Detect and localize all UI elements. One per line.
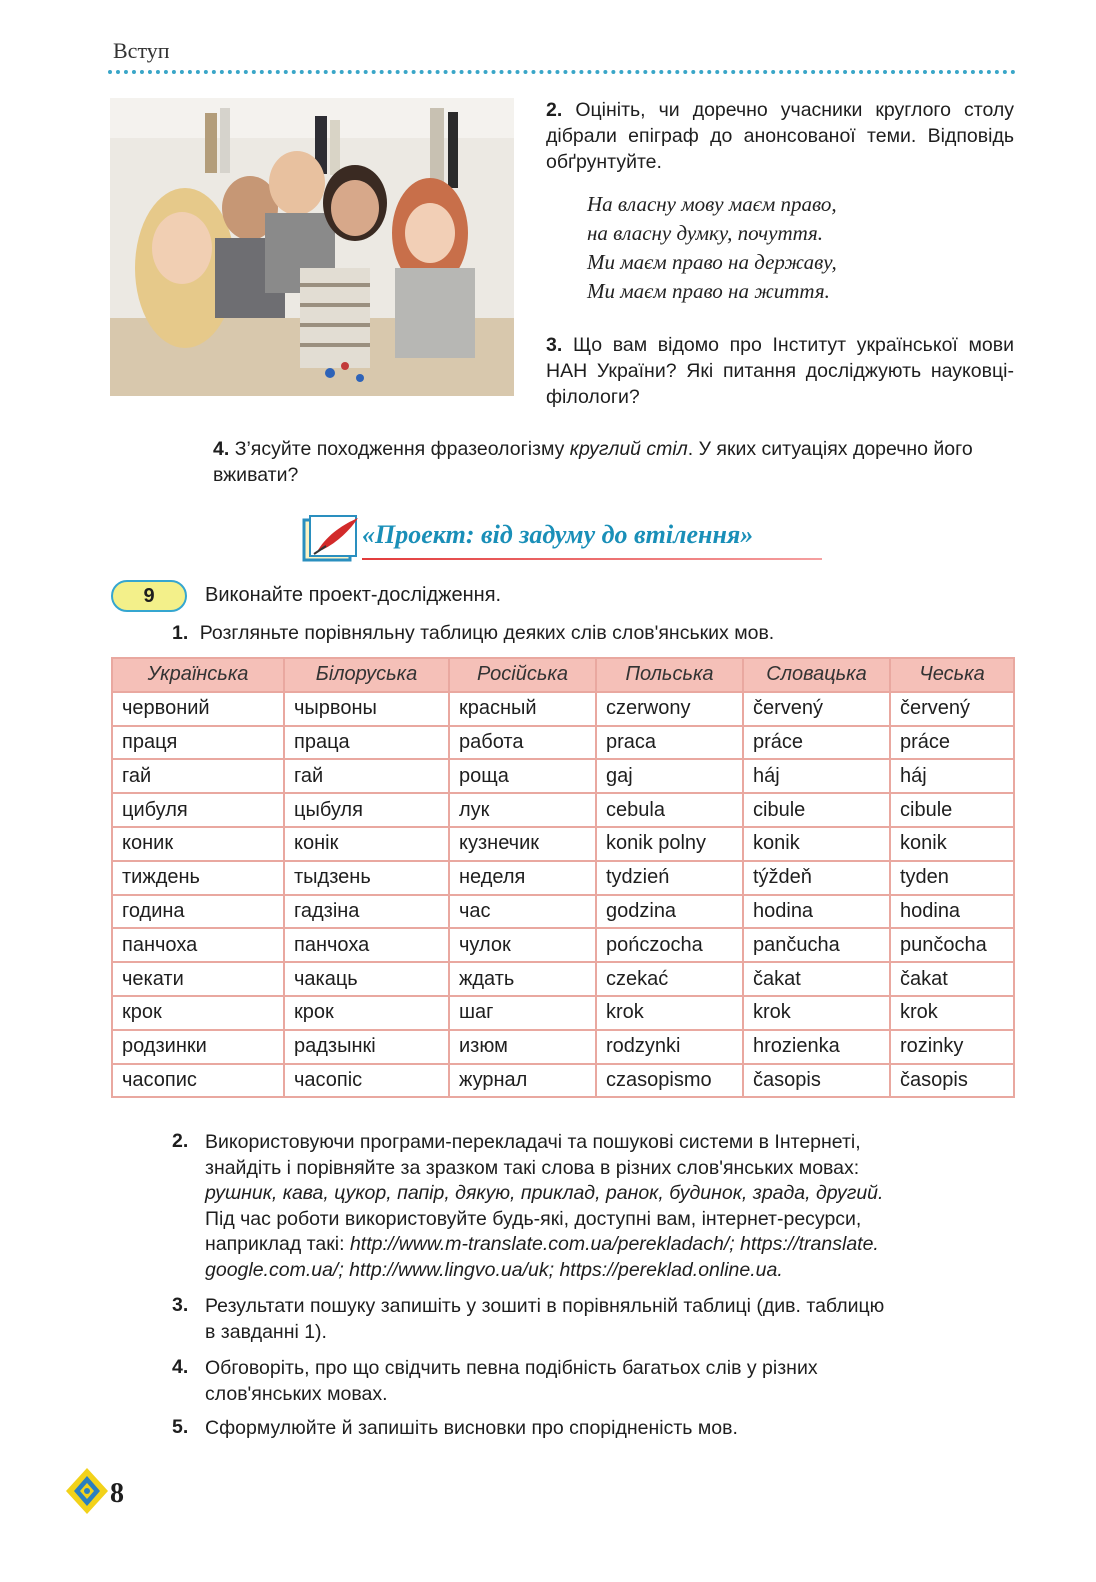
table-cell: кузнечик <box>449 827 596 861</box>
question-4-text-end: . У яких ситуаціях доречно його вживати? <box>213 438 973 486</box>
table-row <box>112 793 1014 827</box>
quill-icon <box>300 512 362 564</box>
epigraph-poem <box>587 190 837 306</box>
table-cell: tyden <box>890 861 1014 895</box>
step-4-text <box>205 1356 1013 1407</box>
column-header: Словацька <box>743 658 890 692</box>
table-row <box>112 1030 1014 1064</box>
table-cell: czasopismo <box>596 1064 743 1098</box>
table-cell: лук <box>449 793 596 827</box>
header-divider <box>108 70 1016 74</box>
column-header: Білоруська <box>284 658 449 692</box>
section-title: Вступ <box>113 38 170 63</box>
table-header-row <box>112 658 1014 692</box>
table-cell: konik <box>890 827 1014 861</box>
exercise-instruction: Виконайте проект-дослідження. <box>205 584 502 606</box>
table-cell: červený <box>743 692 890 726</box>
table-cell: týždeň <box>743 861 890 895</box>
table-cell: tydzień <box>596 861 743 895</box>
table-cell: чулок <box>449 928 596 962</box>
table-cell: панчоха <box>112 928 284 962</box>
table-cell: шаг <box>449 996 596 1030</box>
question-4-phrase: круглий стіл <box>569 438 688 460</box>
table-row <box>112 996 1014 1030</box>
table-cell: pończocha <box>596 928 743 962</box>
step-1-number: 1. <box>172 622 189 644</box>
step-4-line: Обговоріть, про що свідчить певна подібність багатьох слів у різних <box>205 1357 818 1379</box>
table-row <box>112 692 1014 726</box>
table-cell: práce <box>743 726 890 760</box>
table-cell: роща <box>449 759 596 793</box>
table-cell: панчоха <box>284 928 449 962</box>
column-header: Українська <box>112 658 284 692</box>
table-cell: крок <box>284 996 449 1030</box>
table-cell: коник <box>112 827 284 861</box>
table-cell: hodina <box>743 895 890 929</box>
table-cell: punčocha <box>890 928 1014 962</box>
poem-line: на власну думку, почуття. <box>587 221 824 245</box>
step-4-number: 4. <box>172 1356 189 1378</box>
table-row <box>112 759 1014 793</box>
step-2-line: знайдіть і порівняйте за зразком такі слова в різних слов'янських мовах: <box>205 1156 860 1179</box>
step-1-text: Розгляньте порівняльну таблицю деяких слів слов'янських мов. <box>199 622 775 644</box>
table-cell: цыбуля <box>284 793 449 827</box>
table-cell: тиждень <box>112 861 284 895</box>
slavic-words-table <box>111 657 1015 1098</box>
table-cell: konik polny <box>596 827 743 861</box>
step-3-line: в завданні 1). <box>205 1320 327 1343</box>
table-cell: hodina <box>890 895 1014 929</box>
step-2-word-list: рушник, кава, цукор, папір, дякую, приклад, ранок, будинок, зрада, другий. <box>205 1182 884 1204</box>
table-cell: rodzynki <box>596 1030 743 1064</box>
table-row <box>112 962 1014 996</box>
ornament-icon <box>64 1466 110 1516</box>
page-number: 8 <box>110 1478 124 1509</box>
table-row <box>112 726 1014 760</box>
table-cell: червоний <box>112 692 284 726</box>
step-1 <box>172 622 774 645</box>
table-cell: godzina <box>596 895 743 929</box>
table-cell: гай <box>112 759 284 793</box>
table-row <box>112 1064 1014 1098</box>
table-cell: práce <box>890 726 1014 760</box>
column-header: Чеська <box>890 658 1014 692</box>
table-cell: година <box>112 895 284 929</box>
table-cell: konik <box>743 827 890 861</box>
step-4-line: слов'янських мовах. <box>205 1382 388 1405</box>
table-cell: cibule <box>890 793 1014 827</box>
step-2-line: наприклад такі: <box>205 1233 350 1255</box>
table-cell: krok <box>596 996 743 1030</box>
question-4-number: 4. <box>213 438 230 460</box>
question-2-text: Оцініть, чи доречно учасники круглого столу дібрали епіграф до анонсованої теми. Відповідь обґрунтуйте. <box>546 99 1015 173</box>
question-4-text: З’ясуйте походження фразеологізму <box>234 438 570 460</box>
question-3 <box>546 332 1014 410</box>
project-title: «Проект: від задуму до втілення» <box>362 520 754 549</box>
table-cell: чекати <box>112 962 284 996</box>
table-row <box>112 928 1014 962</box>
step-2-links: http://www.m-translate.com.ua/perekladach/; https://translate. <box>349 1233 879 1255</box>
poem-line: На власну мову маєм право, <box>587 192 837 216</box>
step-5-text: Сформулюйте й запишіть висновки про спорідненість мов. <box>205 1417 738 1439</box>
table-row <box>112 827 1014 861</box>
table-cell: чырвоны <box>284 692 449 726</box>
project-title-underline <box>362 558 822 560</box>
table-cell: гадзіна <box>284 895 449 929</box>
step-2-line: Використовуючи програми-перекладачі та пошукові системи в Інтернеті, <box>205 1131 861 1153</box>
students-photo <box>110 98 514 396</box>
table-cell: неделя <box>449 861 596 895</box>
table-cell: hrozienka <box>743 1030 890 1064</box>
table-cell: háj <box>743 759 890 793</box>
table-cell: krok <box>890 996 1014 1030</box>
table-cell: родзинки <box>112 1030 284 1064</box>
question-2 <box>546 97 1014 175</box>
table-cell: радзынкі <box>284 1030 449 1064</box>
table-cell: praca <box>596 726 743 760</box>
table-cell: конік <box>284 827 449 861</box>
step-2-line: Під час роботи використовуйте будь-які, доступні вам, інтернет-ресурси, <box>205 1207 862 1230</box>
table-cell: ждать <box>449 962 596 996</box>
table-cell: гай <box>284 759 449 793</box>
table-cell: крок <box>112 996 284 1030</box>
step-3-text <box>205 1294 1013 1345</box>
table-cell: чакаць <box>284 962 449 996</box>
question-2-number: 2. <box>546 99 563 121</box>
table-cell: часопіс <box>284 1064 449 1098</box>
column-header: Польська <box>596 658 743 692</box>
table-cell: rozinky <box>890 1030 1014 1064</box>
table-row <box>112 861 1014 895</box>
question-3-number: 3. <box>546 334 563 356</box>
table-cell: čakat <box>743 962 890 996</box>
table-cell: часопис <box>112 1064 284 1098</box>
step-2-text <box>205 1130 1013 1283</box>
table-cell: тыдзень <box>284 861 449 895</box>
table-cell: háj <box>890 759 1014 793</box>
table-cell: цибуля <box>112 793 284 827</box>
table-cell: праця <box>112 726 284 760</box>
table-cell: cibule <box>743 793 890 827</box>
table-cell: час <box>449 895 596 929</box>
step-5-number: 5. <box>172 1416 189 1438</box>
column-header: Російська <box>449 658 596 692</box>
table-cell: čakat <box>890 962 1014 996</box>
step-3-line: Результати пошуку запишіть у зошиті в порівняльній таблиці (див. таблицю <box>205 1295 885 1317</box>
step-2-links: google.com.ua/; http://www.lingvo.ua/uk; https://pereklad.online.ua. <box>205 1258 783 1281</box>
table-cell: czerwony <box>596 692 743 726</box>
table-cell: časopis <box>890 1064 1014 1098</box>
table-cell: červený <box>890 692 1014 726</box>
table-cell: časopis <box>743 1064 890 1098</box>
poem-line: Ми маєм право на життя. <box>587 279 830 303</box>
table-row <box>112 895 1014 929</box>
table-cell: журнал <box>449 1064 596 1098</box>
table-cell: cebula <box>596 793 743 827</box>
step-2-number: 2. <box>172 1130 189 1152</box>
table-cell: изюм <box>449 1030 596 1064</box>
exercise-number-badge: 9 <box>111 580 187 612</box>
table-cell: праца <box>284 726 449 760</box>
table-cell: красный <box>449 692 596 726</box>
question-4 <box>213 436 1013 488</box>
poem-line: Ми маєм право на державу, <box>587 250 837 274</box>
table-cell: работа <box>449 726 596 760</box>
table-cell: pančucha <box>743 928 890 962</box>
step-3-number: 3. <box>172 1294 189 1316</box>
table-cell: krok <box>743 996 890 1030</box>
table-cell: czekać <box>596 962 743 996</box>
question-3-text: Що вам відомо про Інститут української мови НАН України? Які питання досліджують науковці-філологи? <box>546 334 1014 408</box>
table-cell: gaj <box>596 759 743 793</box>
